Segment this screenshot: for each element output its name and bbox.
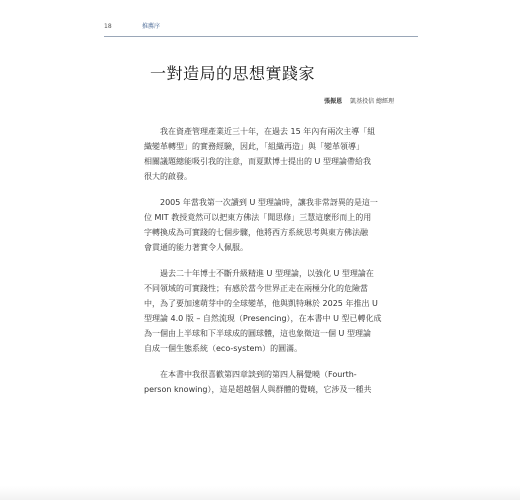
- text-line: 中，為了要加速萌芽中的全球變革，他與凱特琳於 2025 年推出 U: [144, 299, 378, 308]
- text-line: 織變革轉型」的實務經驗，因此，「組織再造」與「變革領導」: [144, 142, 364, 151]
- paragraph-1: [144, 124, 395, 184]
- author-name: 張振恩: [324, 98, 343, 105]
- author-affiliation: 凱基投信 總經理: [350, 98, 394, 105]
- chapter-title: 一對造局的思想實踐家: [150, 64, 316, 83]
- text-line: 很大的啟發。: [144, 172, 192, 181]
- paragraph-3: [144, 266, 395, 356]
- running-head: [104, 22, 418, 37]
- text-line: 為一個由上半球和下半球成的圓球體，這也象徵這一個 U 型理論: [144, 329, 371, 338]
- page-bottom-shadow: [0, 486, 520, 500]
- paragraph-4: [144, 367, 395, 397]
- text-line: 字轉換成為可實踐的七個步驟，他將西方系統思考與東方佛法融: [144, 228, 368, 237]
- text-line: 自成一個生態系統（eco-system）的圓滿。: [144, 344, 303, 353]
- paragraph-2: [144, 195, 395, 255]
- text-line: 位 MIT 教授竟然可以把東方佛法「聞思修」三慧這麼形而上的用: [144, 213, 372, 222]
- page-number: 18: [104, 23, 112, 30]
- byline: [324, 97, 394, 107]
- text-line: person knowing），這是超越個人與群體的覺曉，它涉及一種共: [144, 385, 372, 394]
- section-label: 推薦序: [142, 23, 161, 30]
- text-line: 會貫通的能力著實令人佩服。: [144, 243, 248, 252]
- text-line: 過去二十年博士不斷升級精進 U 型理論，以強化 U 型理論在: [160, 269, 374, 278]
- text-line: 2005 年當我第一次讀到 U 型理論時，讓我非常訝異的是這一: [160, 198, 378, 207]
- body-text: [144, 124, 395, 408]
- text-line: 相關議題總能吸引我的注意，而夏默博士提出的 U 型理論帶給我: [144, 157, 371, 166]
- text-line: 不同領域的可實踐性；有感於當今世界正走在兩極分化的危險當: [144, 284, 368, 293]
- text-line: 在本書中我很喜歡第四章談到的第四人稱覺曉（Fourth-: [160, 370, 357, 379]
- text-line: 我在資產管理產業近三十年，在過去 15 年內有兩次主導「組: [160, 127, 376, 136]
- text-line: 型理論 4.0 版 – 自然流現（Presencing），在本書中 U 型已轉化成: [144, 314, 382, 323]
